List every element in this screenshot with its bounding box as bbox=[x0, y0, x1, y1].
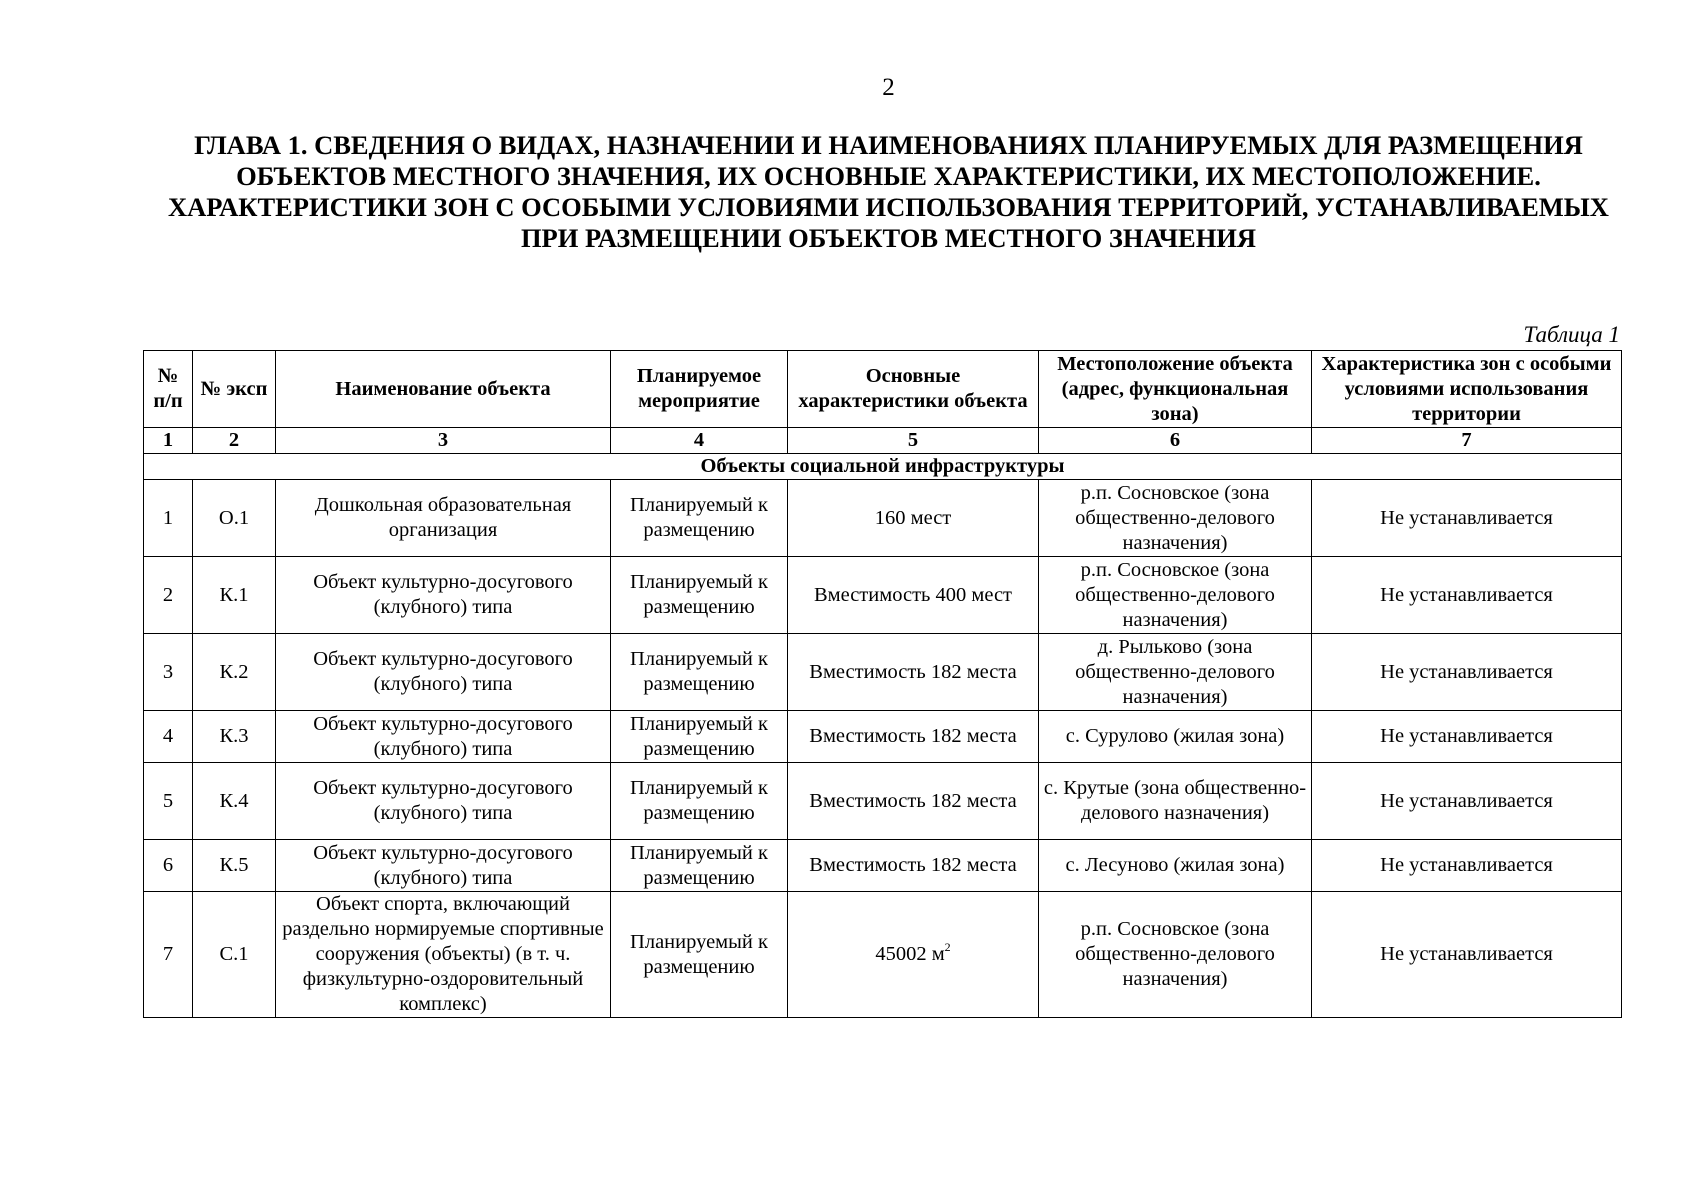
cell-name: Объект культурно-досугового (клубного) типа bbox=[276, 840, 611, 892]
table-row bbox=[144, 711, 1622, 763]
cell-location: с. Крутые (зона общественно-делового назначения) bbox=[1039, 763, 1312, 840]
table-row bbox=[144, 763, 1622, 840]
cell-location: р.п. Сосновское (зона общественно-делового назначения) bbox=[1039, 557, 1312, 634]
cell-exp: С.1 bbox=[193, 892, 276, 1018]
table-row bbox=[144, 634, 1622, 711]
cell-zones: Не устанавливается bbox=[1312, 557, 1622, 634]
cell-number: 7 bbox=[144, 892, 193, 1018]
cell-characteristics: Вместимость 182 места bbox=[788, 711, 1039, 763]
cell-characteristics: Вместимость 182 места bbox=[788, 763, 1039, 840]
column-number: 1 bbox=[144, 428, 193, 454]
table-row bbox=[144, 480, 1622, 557]
cell-number: 1 bbox=[144, 480, 193, 557]
cell-zones: Не устанавливается bbox=[1312, 634, 1622, 711]
header-location: Местоположение объекта (адрес, функциональная зона) bbox=[1039, 351, 1312, 428]
cell-characteristics: Вместимость 400 мест bbox=[788, 557, 1039, 634]
header-zone-characteristics: Характеристика зон с особыми условиями использования территории bbox=[1312, 351, 1622, 428]
cell-zones: Не устанавливается bbox=[1312, 711, 1622, 763]
cell-action: Планируемый к размещению bbox=[611, 557, 788, 634]
cell-zones: Не устанавливается bbox=[1312, 480, 1622, 557]
cell-exp: К.4 bbox=[193, 763, 276, 840]
cell-number: 6 bbox=[144, 840, 193, 892]
cell-exp: К.3 bbox=[193, 711, 276, 763]
cell-zones: Не устанавливается bbox=[1312, 840, 1622, 892]
cell-name: Объект спорта, включающий раздельно нормируемые спортивные сооружения (объекты) (в т. ч. физкультурно-оздоровительный комплекс) bbox=[276, 892, 611, 1018]
cell-name: Дошкольная образовательная организация bbox=[276, 480, 611, 557]
planned-objects-table bbox=[143, 350, 1622, 1018]
header-characteristics: Основные характеристики объекта bbox=[788, 351, 1039, 428]
cell-name: Объект культурно-досугового (клубного) типа bbox=[276, 634, 611, 711]
cell-location: с. Сурулово (жилая зона) bbox=[1039, 711, 1312, 763]
cell-action: Планируемый к размещению bbox=[611, 763, 788, 840]
page-number: 2 bbox=[882, 74, 895, 101]
table-caption: Таблица 1 bbox=[1523, 322, 1620, 347]
cell-exp: К.1 bbox=[193, 557, 276, 634]
cell-exp: К.5 bbox=[193, 840, 276, 892]
column-number: 5 bbox=[788, 428, 1039, 454]
cell-action: Планируемый к размещению bbox=[611, 711, 788, 763]
cell-number: 3 bbox=[144, 634, 193, 711]
cell-characteristics: Вместимость 182 места bbox=[788, 634, 1039, 711]
cell-action: Планируемый к размещению bbox=[611, 892, 788, 1018]
header-object-name: Наименование объекта bbox=[276, 351, 611, 428]
section-title: Объекты социальной инфраструктуры bbox=[144, 454, 1622, 480]
cell-location: с. Лесуново (жилая зона) bbox=[1039, 840, 1312, 892]
cell-action: Планируемый к размещению bbox=[611, 840, 788, 892]
cell-action: Планируемый к размещению bbox=[611, 480, 788, 557]
table-row bbox=[144, 840, 1622, 892]
chapter-title: ГЛАВА 1. СВЕДЕНИЯ О ВИДАХ, НАЗНАЧЕНИИ И НАИМЕНОВАНИЯХ ПЛАНИРУЕМЫХ ДЛЯ РАЗМЕЩЕНИЯ ОБЪЕКТОВ МЕСТНОГО ЗНАЧЕНИЯ, ИХ ОСНОВНЫЕ ХАРАКТЕРИСТИКИ, ИХ МЕСТОПОЛОЖЕНИЕ. ХАРАКТЕРИСТИКИ ЗОН С ОСОБЫМИ УСЛОВИЯМИ ИСПОЛЬЗОВАНИЯ ТЕРРИТОРИЙ, УСТАНАВЛИВАЕМЫХ ПРИ РАЗМЕЩЕНИИ ОБЪЕКТОВ МЕСТНОГО ЗНАЧЕНИЯ bbox=[168, 130, 1609, 253]
column-number: 2 bbox=[193, 428, 276, 454]
table-row bbox=[144, 892, 1622, 1018]
column-number: 3 bbox=[276, 428, 611, 454]
column-number: 6 bbox=[1039, 428, 1312, 454]
cell-location: р.п. Сосновское (зона общественно-делового назначения) bbox=[1039, 480, 1312, 557]
header-row-number: № п/п bbox=[144, 351, 193, 428]
cell-name: Объект культурно-досугового (клубного) типа bbox=[276, 763, 611, 840]
header-planned-action: Планируемое мероприятие bbox=[611, 351, 788, 428]
cell-number: 4 bbox=[144, 711, 193, 763]
header-exp-number: № эксп bbox=[193, 351, 276, 428]
cell-location: д. Рыльково (зона общественно-делового назначения) bbox=[1039, 634, 1312, 711]
cell-zones: Не устанавливается bbox=[1312, 763, 1622, 840]
cell-number: 5 bbox=[144, 763, 193, 840]
cell-name: Объект культурно-досугового (клубного) типа bbox=[276, 711, 611, 763]
cell-characteristics: 160 мест bbox=[788, 480, 1039, 557]
area-value: 45002 м bbox=[875, 943, 945, 965]
cell-exp: О.1 bbox=[193, 480, 276, 557]
table-row bbox=[144, 557, 1622, 634]
cell-action: Планируемый к размещению bbox=[611, 634, 788, 711]
cell-zones: Не устанавливается bbox=[1312, 892, 1622, 1018]
cell-location: р.п. Сосновское (зона общественно-делового назначения) bbox=[1039, 892, 1312, 1018]
column-number: 7 bbox=[1312, 428, 1622, 454]
area-unit-exponent: 2 bbox=[944, 940, 951, 954]
cell-characteristics: Вместимость 182 места bbox=[788, 840, 1039, 892]
cell-name: Объект культурно-досугового (клубного) типа bbox=[276, 557, 611, 634]
cell-number: 2 bbox=[144, 557, 193, 634]
section-row bbox=[144, 454, 1622, 480]
cell-exp: К.2 bbox=[193, 634, 276, 711]
cell-characteristics bbox=[788, 892, 1039, 1018]
column-numbers-row bbox=[144, 428, 1622, 454]
table-header-row bbox=[144, 351, 1622, 428]
column-number: 4 bbox=[611, 428, 788, 454]
